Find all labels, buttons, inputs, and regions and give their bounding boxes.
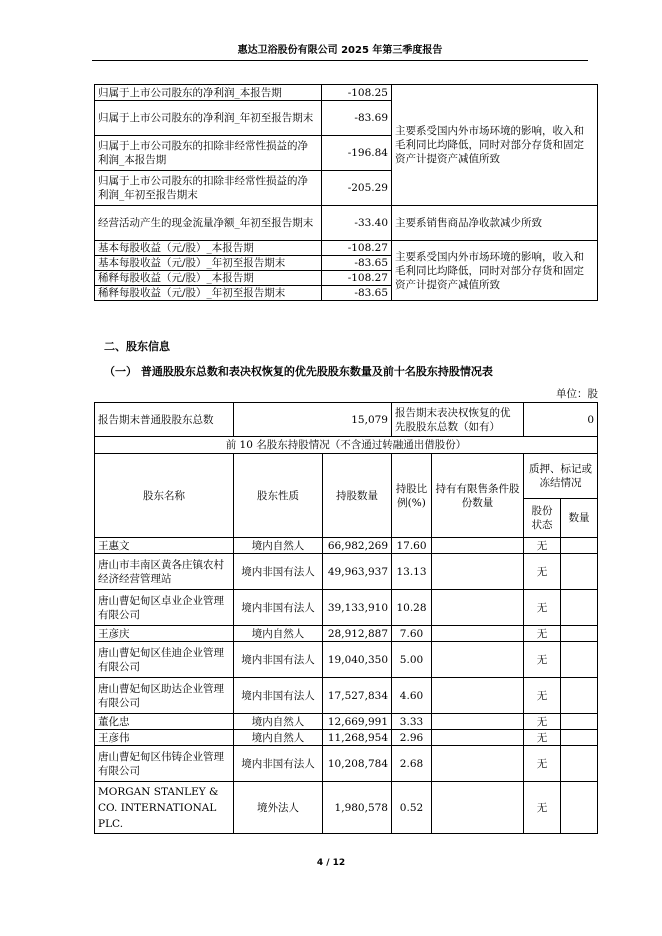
holder-nature: 境内自然人: [234, 730, 323, 746]
indicator-label: 稀释每股收益（元/股）_本报告期: [95, 271, 322, 286]
holder-qty: 1,980,578: [323, 782, 392, 834]
indicator-value: -108.25: [322, 85, 392, 101]
holder-nature: 境内非国有法人: [234, 642, 323, 678]
holder-name: MORGAN STANLEY & CO. INTERNATIONAL PLC.: [95, 782, 234, 834]
holder-status: 无: [524, 626, 561, 642]
holder-restricted: [432, 678, 524, 714]
col-restricted-header: 持有有限售条件股份数量: [432, 454, 524, 538]
holder-nature: 境内自然人: [234, 714, 323, 730]
holder-status: 无: [524, 782, 561, 834]
holder-nature: 境内非国有法人: [234, 678, 323, 714]
holder-restricted: [432, 590, 524, 626]
holder-ratio: 0.52: [392, 782, 432, 834]
indicator-value: -196.84: [322, 136, 392, 171]
holder-name: 王惠文: [95, 538, 234, 554]
holder-nature: 境内非国有法人: [234, 746, 323, 782]
indicator-label: 归属于上市公司股东的扣除非经常性损益的净利润_年初至报告期末: [95, 171, 322, 206]
holder-restricted: [432, 746, 524, 782]
column-header-row: [95, 454, 598, 499]
holder-name: 王彦庆: [95, 626, 234, 642]
table-row: [95, 730, 598, 746]
holder-ratio: 13.13: [392, 554, 432, 590]
indicator-value: -205.29: [322, 171, 392, 206]
section-title: 二、股东信息: [104, 340, 170, 353]
table-row: [95, 714, 598, 730]
holder-ratio: 3.33: [392, 714, 432, 730]
holder-qty: 11,268,954: [323, 730, 392, 746]
top10-caption: 前 10 名股东持股情况（不含通过转融通出借股份）: [95, 437, 598, 454]
table-row: [95, 554, 598, 590]
holder-qty: 12,669,991: [323, 714, 392, 730]
holder-status: 无: [524, 642, 561, 678]
indicator-value: -83.65: [322, 256, 392, 271]
holder-count: [561, 626, 598, 642]
holder-name: 唐山曹妃甸区卓业企业管理有限公司: [95, 590, 234, 626]
holder-qty: 66,982,269: [323, 538, 392, 554]
holder-count: [561, 538, 598, 554]
indicator-label: 基本每股收益（元/股）_年初至报告期末: [95, 256, 322, 271]
table-row: [95, 590, 598, 626]
indicator-label: 归属于上市公司股东的净利润_本报告期: [95, 85, 322, 101]
holder-restricted: [432, 730, 524, 746]
indicator-label: 基本每股收益（元/股）_本报告期: [95, 241, 322, 256]
holder-count: [561, 746, 598, 782]
indicator-label: 经营活动产生的现金流量净额_年初至报告期末: [95, 206, 322, 241]
holder-restricted: [432, 538, 524, 554]
holder-status: 无: [524, 714, 561, 730]
unit-label: 单位：股: [556, 388, 598, 400]
holder-restricted: [432, 782, 524, 834]
col-qty-header: 持股数量: [323, 454, 392, 538]
table-row: [95, 782, 598, 834]
holder-ratio: 5.00: [392, 642, 432, 678]
col-pledge-header: 质押、标记或冻结情况: [524, 454, 598, 499]
indicator-value: -83.65: [322, 286, 392, 301]
holder-ratio: 17.60: [392, 538, 432, 554]
holder-status: 无: [524, 678, 561, 714]
total-value: 15,079: [234, 403, 392, 437]
holder-ratio: 10.28: [392, 590, 432, 626]
indicator-reason: 主要系销售商品净收款减少所致: [392, 206, 598, 241]
table-row: [95, 642, 598, 678]
holder-restricted: [432, 554, 524, 590]
holder-ratio: 2.96: [392, 730, 432, 746]
shareholder-total-row: [95, 403, 598, 437]
holder-qty: 10,208,784: [323, 746, 392, 782]
holder-name: 王彦伟: [95, 730, 234, 746]
holder-qty: 39,133,910: [323, 590, 392, 626]
indicator-label: 稀释每股收益（元/股）_年初至报告期末: [95, 286, 322, 301]
holder-status: 无: [524, 538, 561, 554]
holder-count: [561, 642, 598, 678]
holder-nature: 境内非国有法人: [234, 554, 323, 590]
holder-name: 唐山曹妃甸区助达企业管理有限公司: [95, 678, 234, 714]
holder-count: [561, 782, 598, 834]
holder-status: 无: [524, 730, 561, 746]
page-number: 4 / 12: [316, 858, 346, 868]
indicator-label: 归属于上市公司股东的扣除非经常性损益的净利润_本报告期: [95, 136, 322, 171]
holder-qty: 28,912,887: [323, 626, 392, 642]
shareholder-table: [94, 402, 598, 834]
holder-ratio: 4.60: [392, 678, 432, 714]
holder-count: [561, 730, 598, 746]
holder-name: 唐山市丰南区黄各庄镇农村经济经营管理站: [95, 554, 234, 590]
indicator-reason: 主要系受国内外市场环境的影响，收入和毛利同比均降低，同时对部分存货和固定资产计提资产减值所致: [392, 241, 598, 301]
indicator-row: [95, 85, 598, 101]
holder-count: [561, 554, 598, 590]
col-status-header: 股份状态: [524, 499, 561, 538]
holder-qty: 17,527,834: [323, 678, 392, 714]
indicator-value: -83.69: [322, 101, 392, 136]
col-name-header: 股东名称: [95, 454, 234, 538]
table-row: [95, 746, 598, 782]
col-count-header: 数量: [561, 499, 598, 538]
holder-status: 无: [524, 590, 561, 626]
indicator-value: -108.27: [322, 271, 392, 286]
holder-restricted: [432, 642, 524, 678]
indicator-row: [95, 206, 598, 241]
section-subtitle: （一） 普通股股东总数和表决权恢复的优先股股东数量及前十名股东持股情况表: [104, 365, 493, 378]
table-row: [95, 538, 598, 554]
holder-count: [561, 714, 598, 730]
col-nature-header: 股东性质: [234, 454, 323, 538]
holder-name: 董化忠: [95, 714, 234, 730]
top10-caption-row: [95, 437, 598, 454]
indicator-reason: 主要系受国内外市场环境的影响，收入和毛利同比均降低，同时对部分存货和固定资产计提资产减值所致: [392, 85, 598, 206]
holder-nature: 境内非国有法人: [234, 590, 323, 626]
indicator-value: -33.40: [322, 206, 392, 241]
holder-nature: 境内自然人: [234, 626, 323, 642]
holder-restricted: [432, 714, 524, 730]
holder-ratio: 2.68: [392, 746, 432, 782]
holder-restricted: [432, 626, 524, 642]
indicator-table: [94, 84, 598, 301]
table-row: [95, 678, 598, 714]
holder-nature: 境外法人: [234, 782, 323, 834]
total-label: 报告期末普通股股东总数: [95, 403, 234, 437]
indicator-label: 归属于上市公司股东的净利润_年初至报告期末: [95, 101, 322, 136]
holder-name: 唐山曹妃甸区佳迪企业管理有限公司: [95, 642, 234, 678]
holder-count: [561, 678, 598, 714]
holder-status: 无: [524, 554, 561, 590]
holder-count: [561, 590, 598, 626]
table-row: [95, 626, 598, 642]
holder-status: 无: [524, 746, 561, 782]
holder-qty: 49,963,937: [323, 554, 392, 590]
page-header: 惠达卫浴股份有限公司 2025 年第三季度报告: [92, 44, 588, 61]
holder-qty: 19,040,350: [323, 642, 392, 678]
pref-label: 报告期末表决权恢复的优先股股东总数（如有）: [392, 403, 524, 437]
holder-ratio: 7.60: [392, 626, 432, 642]
col-ratio-header: 持股比例(%): [392, 454, 432, 538]
pref-value: 0: [524, 403, 598, 437]
holder-name: 唐山曹妃甸区伟铸企业管理有限公司: [95, 746, 234, 782]
holder-nature: 境内自然人: [234, 538, 323, 554]
indicator-row: [95, 241, 598, 256]
indicator-value: -108.27: [322, 241, 392, 256]
